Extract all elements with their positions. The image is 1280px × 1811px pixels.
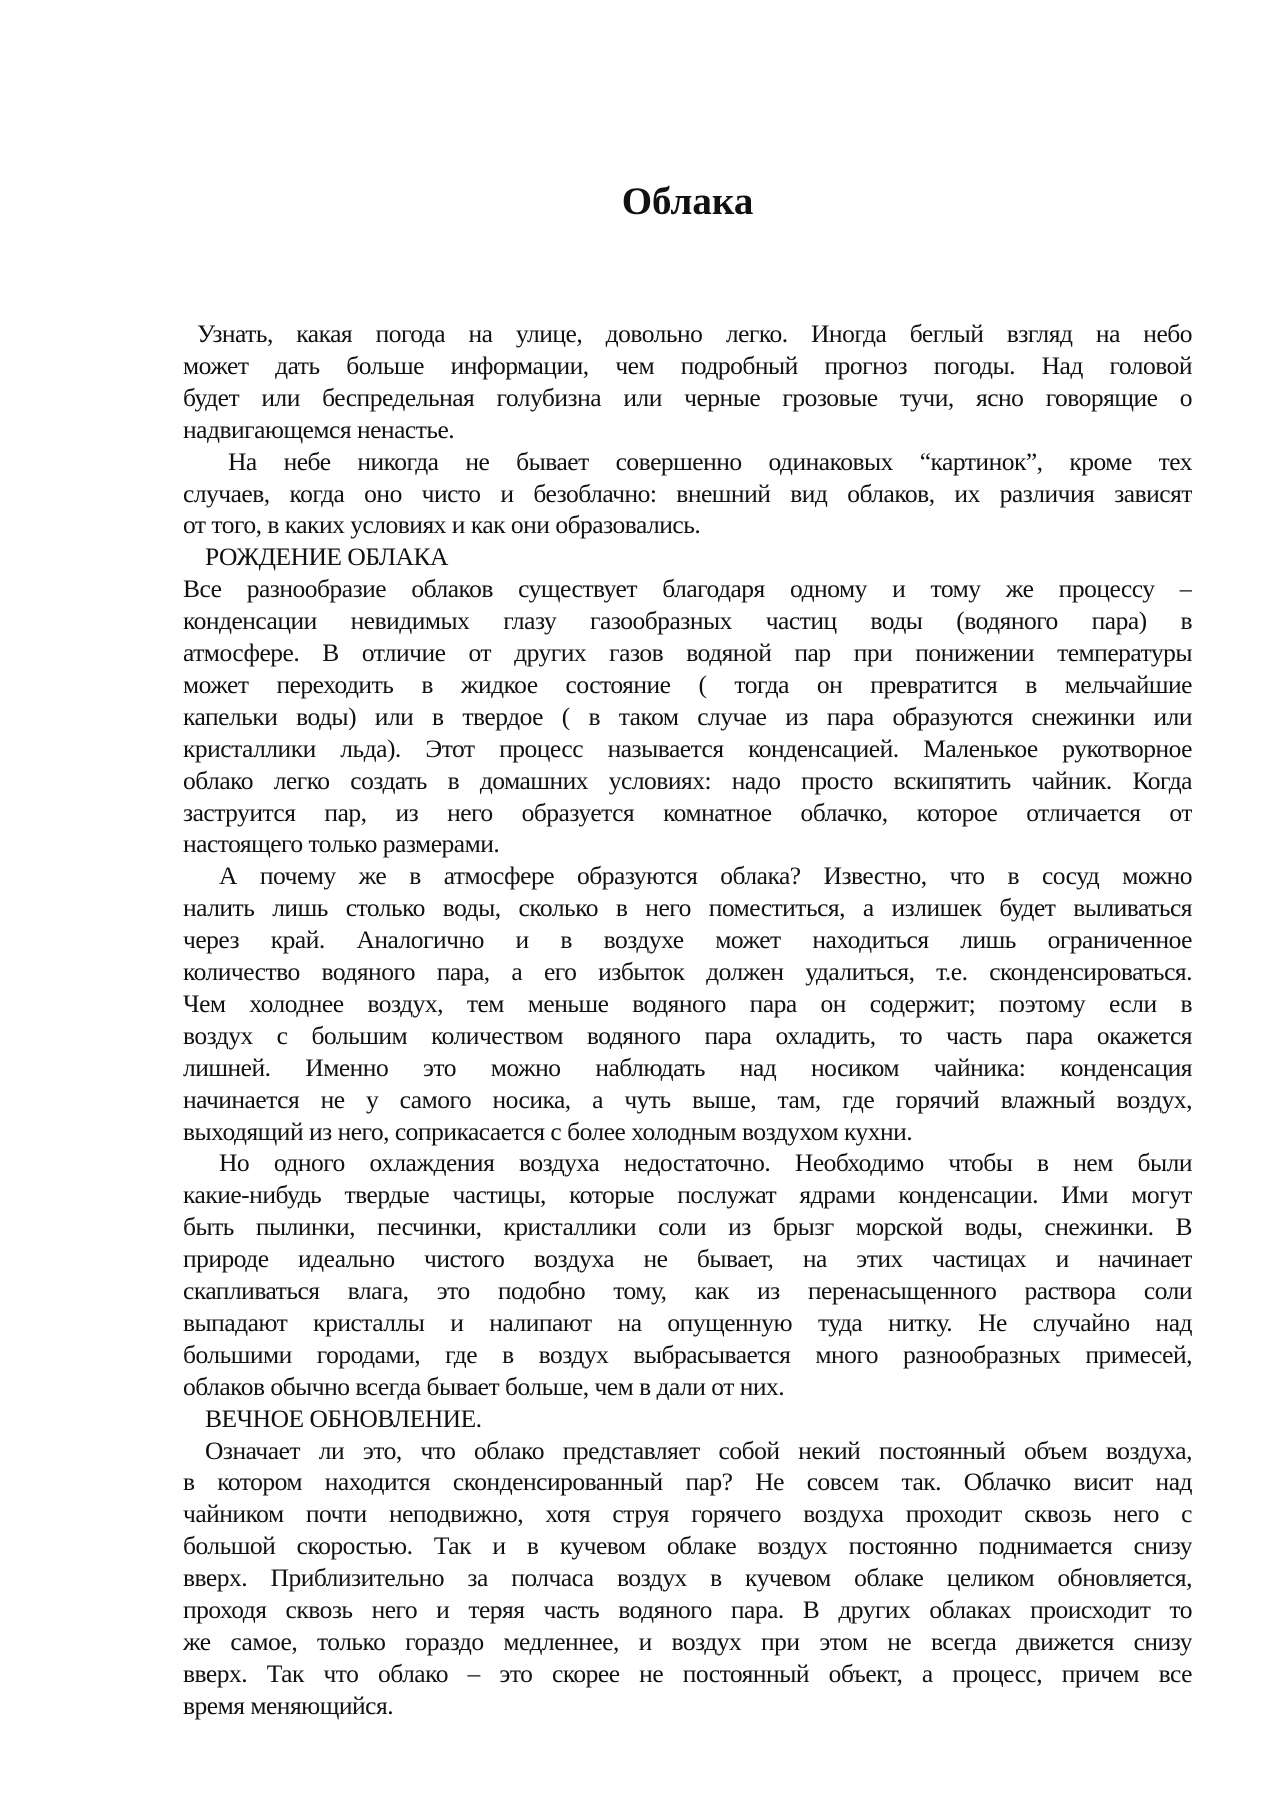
paragraph-line: быть пылинки, песчинки, кристаллики соли из брызг морской воды, снежинки. В bbox=[183, 1212, 1192, 1242]
paragraph-line: Но одного охлаждения воздуха недостаточно. Необходимо чтобы в нем были bbox=[219, 1148, 1192, 1178]
paragraph-line: налить лишь столько воды, сколько в него поместиться, а излишек будет выливаться bbox=[183, 893, 1192, 923]
paragraph-line: На небе никогда не бывает совершенно одинаковых “картинок”, кроме тех bbox=[228, 446, 1192, 476]
paragraph-line: в котором находится сконденсированный пар? Не совсем так. Облачко висит над bbox=[183, 1467, 1192, 1497]
paragraph-line: может переходить в жидкое состояние ( тогда он превратится в мельчайшие bbox=[183, 669, 1192, 699]
paragraph-line: атмосфере. В отличие от других газов водяной пар при понижении температуры bbox=[183, 638, 1192, 667]
paragraph-line: природе идеально чистого воздуха не бывает, на этих частицах и начинает bbox=[183, 1244, 1192, 1274]
section-heading: ВЕЧНОЕ ОБНОВЛЕНИЕ. bbox=[205, 1403, 482, 1433]
paragraph-line: Чем холоднее воздух, тем меньше водяного пара он содержит; поэтому если в bbox=[183, 988, 1192, 1018]
paragraph-line: какие-нибудь твердые частицы, которые послужат ядрами конденсации. Ими могут bbox=[183, 1180, 1192, 1210]
paragraph-line: облаков обычно всегда бывает больше, чем в дали от них. bbox=[183, 1371, 785, 1401]
paragraph-line: Означает ли это, что облако представляет собой некий постоянный объем воздуха, bbox=[205, 1435, 1192, 1465]
paragraph-line: через край. Аналогично и в воздухе может находиться лишь ограниченное bbox=[183, 925, 1192, 955]
paragraph-line: вверх. Так что облако – это скорее не постоянный объект, а процесс, причем все bbox=[183, 1658, 1192, 1688]
page-title: Облака bbox=[621, 180, 754, 224]
paragraph-line: чайником почти неподвижно, хотя струя горячего воздуха проходит сквозь него с bbox=[183, 1499, 1192, 1529]
section-heading: РОЖДЕНИЕ ОБЛАКА bbox=[205, 542, 448, 572]
paragraph-line: надвигающемся ненастье. bbox=[183, 414, 455, 444]
paragraph-line: может дать больше информации, чем подробный прогноз погоды. Над головой bbox=[183, 350, 1192, 380]
paragraph-line: облако легко создать в домашних условиях: надо просто вскипятить чайник. Когда bbox=[183, 765, 1192, 795]
paragraph-line: воздух с большим количеством водяного пара охладить, то часть пара окажется bbox=[183, 1020, 1192, 1050]
paragraph-line: вверх. Приблизительно за полчаса воздух в кучевом облаке целиком обновляется, bbox=[183, 1563, 1192, 1593]
paragraph-line: кристаллики льда). Этот процесс называется конденсацией. Маленькое рукотворное bbox=[183, 733, 1192, 763]
paragraph-line: количество водяного пара, а его избыток должен удалиться, т.е. сконденсироваться. bbox=[183, 957, 1192, 986]
paragraph-line: А почему же в атмосфере образуются облака? Известно, что в сосуд можно bbox=[219, 861, 1192, 891]
paragraph-line: конденсации невидимых глазу газообразных частиц воды (водяного пара) в bbox=[183, 606, 1192, 636]
paragraph-line: настоящего только размерами. bbox=[183, 829, 500, 859]
paragraph-line: от того, в каких условиях и как они образовались. bbox=[183, 510, 701, 540]
paragraph-line: выпадают кристаллы и налипают на опущенную туда нитку. Не случайно над bbox=[183, 1307, 1192, 1337]
paragraph-line: Все разнообразие облаков существует благодаря одному и тому же процессу – bbox=[183, 574, 1192, 604]
paragraph-line: Узнать, какая погода на улице, довольно легко. Иногда беглый взгляд на небо bbox=[197, 319, 1192, 348]
paragraph-line: же самое, только гораздо медленнее, и воздух при этом не всегда движется снизу bbox=[183, 1626, 1192, 1656]
paragraph-line: начинается не у самого носика, а чуть выше, там, где горячий влажный воздух, bbox=[183, 1084, 1192, 1114]
paragraph-line: лишней. Именно это можно наблюдать над носиком чайника: конденсация bbox=[183, 1052, 1192, 1082]
paragraph-line: проходя сквозь него и теряя часть водяного пара. В других облаках происходит то bbox=[183, 1595, 1192, 1624]
paragraph-line: капельки воды) или в твердое ( в таком случае из пара образуются снежинки или bbox=[183, 701, 1192, 731]
paragraph-line: случаев, когда оно чисто и безоблачно: внешний вид облаков, их различия зависят bbox=[183, 478, 1192, 508]
paragraph-line: большой скоростью. Так и в кучевом облаке воздух постоянно поднимается снизу bbox=[183, 1531, 1192, 1561]
paragraph-line: время меняющийся. bbox=[183, 1690, 394, 1720]
paragraph-line: выходящий из него, соприкасается с более холодным воздухом кухни. bbox=[183, 1116, 913, 1146]
paragraph-line: большими городами, где в воздух выбрасывается много разнообразных примесей, bbox=[183, 1339, 1192, 1369]
paragraph-line: скапливаться влага, это подобно тому, как из перенасыщенного раствора соли bbox=[183, 1276, 1192, 1305]
paragraph-line: будет или беспредельная голубизна или черные грозовые тучи, ясно говорящие о bbox=[183, 382, 1192, 412]
paragraph-line: заструится пар, из него образуется комнатное облачко, которое отличается от bbox=[183, 797, 1192, 827]
